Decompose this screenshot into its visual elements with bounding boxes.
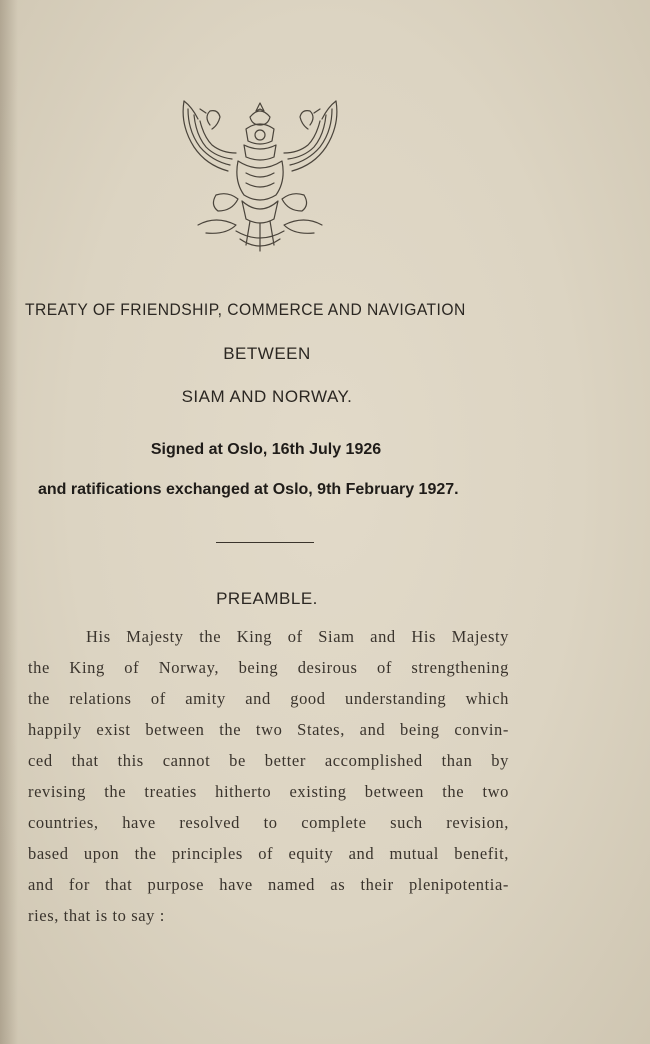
treaty-title: TREATY OF FRIENDSHIP, COMMERCE AND NAVIGATION xyxy=(25,300,466,319)
treaty-title-between: BETWEEN xyxy=(223,344,311,363)
preamble-line: ries, that is to say : xyxy=(28,906,165,925)
preamble-line: revising the treaties hitherto existing between the two xyxy=(28,782,509,801)
preamble-heading: PREAMBLE. xyxy=(216,589,318,608)
preamble-line: based upon the principles of equity and mutual benefit, xyxy=(28,844,509,863)
preamble-line: happily exist between the two States, and being convin- xyxy=(28,720,509,739)
section-divider xyxy=(216,542,314,543)
ratification-date: and ratifications exchanged at Oslo, 9th February 1927. xyxy=(38,481,459,498)
preamble-line: the relations of amity and good understanding which xyxy=(28,689,509,708)
preamble-line: and for that purpose have named as their plenipotentia- xyxy=(28,875,509,894)
treaty-title-parties: SIAM AND NORWAY. xyxy=(181,387,353,406)
preamble-line: countries, have resolved to complete such revision, xyxy=(28,813,509,832)
signed-date: Signed at Oslo, 16th July 1926 xyxy=(150,441,382,458)
preamble-line: His Majesty the King of Siam and His Majesty xyxy=(86,627,509,646)
preamble-line: ced that this cannot be better accomplished than by xyxy=(28,751,509,770)
preamble-line: the King of Norway, being desirous of strengthening xyxy=(28,658,509,677)
garuda-emblem-icon xyxy=(176,95,344,255)
